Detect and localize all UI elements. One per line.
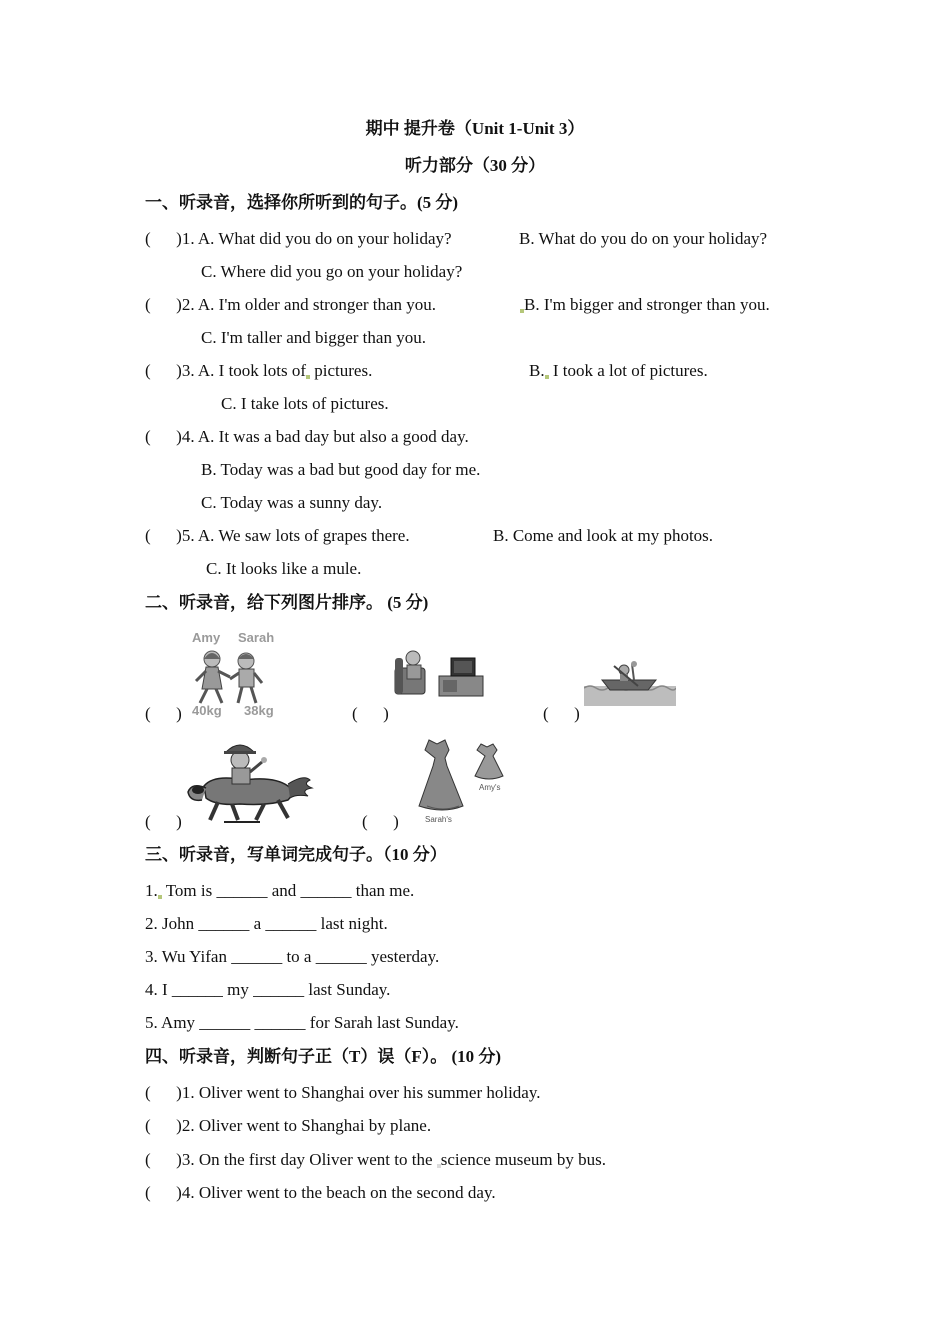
q2-option-c: C. I'm taller and bigger than you. bbox=[201, 328, 426, 347]
answer-bracket-5[interactable]: ( ) bbox=[362, 812, 399, 831]
fill-sentence-4: 4. I ______ my ______ last Sunday. bbox=[145, 980, 391, 999]
q5-option-a: ( )5. A. We saw lots of grapes there. bbox=[145, 526, 410, 545]
rowing-boat-picture bbox=[584, 660, 676, 706]
fill-sentence-3: 3. Wu Yifan ______ to a ______ yesterday. bbox=[145, 947, 440, 966]
section4-heading: 四、听录音，判断句子正（T）误（F）。 (10 分) bbox=[145, 1047, 502, 1066]
answer-bracket-2[interactable]: ( ) bbox=[352, 704, 389, 723]
amy-name-label: Amy bbox=[192, 630, 221, 645]
q3-option-c: C. I take lots of pictures. bbox=[221, 394, 389, 413]
q4-option-a: ( )4. A. It was a bad day but also a good day. bbox=[145, 427, 469, 446]
dresses-picture bbox=[413, 736, 509, 826]
sarah-weight-label: 38kg bbox=[244, 703, 274, 718]
section1-heading: 一、听录音，选择你所听到的句子。(5 分) bbox=[145, 193, 459, 212]
q4-option-b: B. Today was a bad but good day for me. bbox=[201, 460, 481, 479]
fill-sentence-1: 1. Tom is ______ and ______ than me. bbox=[145, 881, 415, 900]
fill-sentence-2: 2. John ______ a ______ last night. bbox=[145, 914, 388, 933]
tf-statement-3: ( )3. On the first day Oliver went to the science museum by bus. bbox=[145, 1150, 607, 1169]
riding-horse-picture bbox=[184, 740, 314, 826]
answer-bracket-3[interactable]: ( ) bbox=[543, 704, 580, 723]
q3-option-a: ( )3. A. I took lots of pictures. bbox=[145, 361, 373, 380]
sarahs-dress-label: Sarah's bbox=[425, 815, 452, 824]
q1-option-c: C. Where did you go on your holiday? bbox=[201, 262, 463, 281]
q1-option-b: B. What do you do on your holiday? bbox=[519, 229, 768, 248]
sarah-name-label: Sarah bbox=[238, 630, 275, 645]
section3-heading: 三、听录音，写单词完成句子。（10 分） bbox=[145, 845, 447, 864]
amy-sarah-picture bbox=[188, 627, 288, 719]
fill-sentence-5: 5. Amy ______ ______ for Sarah last Sunday. bbox=[145, 1013, 459, 1032]
q5-option-c: C. It looks like a mule. bbox=[206, 559, 362, 578]
tf-statement-2: ( )2. Oliver went to Shanghai by plane. bbox=[145, 1116, 432, 1135]
tf-statement-1: ( )1. Oliver went to Shanghai over his summer holiday. bbox=[145, 1083, 541, 1102]
watching-tv-picture bbox=[393, 648, 487, 698]
q5-option-b: B. Come and look at my photos. bbox=[493, 526, 714, 545]
q2-option-a: ( )2. A. I'm older and stronger than you. bbox=[145, 295, 437, 314]
q1-option-a: ( )1. A. What did you do on your holiday? bbox=[145, 229, 452, 248]
amy-weight-label: 40kg bbox=[192, 703, 222, 718]
page-title: 期中 提升卷（Unit 1-Unit 3） bbox=[365, 119, 585, 138]
q3-option-b: B. I took a lot of pictures. bbox=[529, 361, 708, 380]
amys-dress-label: Amy's bbox=[479, 783, 501, 792]
answer-bracket-1[interactable]: ( ) bbox=[145, 704, 182, 723]
tf-statement-4: ( )4. Oliver went to the beach on the second day. bbox=[145, 1183, 496, 1202]
answer-bracket-4[interactable]: ( ) bbox=[145, 812, 182, 831]
page-subtitle: 听力部分（30 分） bbox=[404, 156, 546, 175]
q4-option-c: C. Today was a sunny day. bbox=[201, 493, 383, 512]
section2-heading: 二、听录音，给下列图片排序。 (5 分) bbox=[145, 593, 429, 612]
q2-option-b: B. I'm bigger and stronger than you. bbox=[520, 294, 770, 316]
